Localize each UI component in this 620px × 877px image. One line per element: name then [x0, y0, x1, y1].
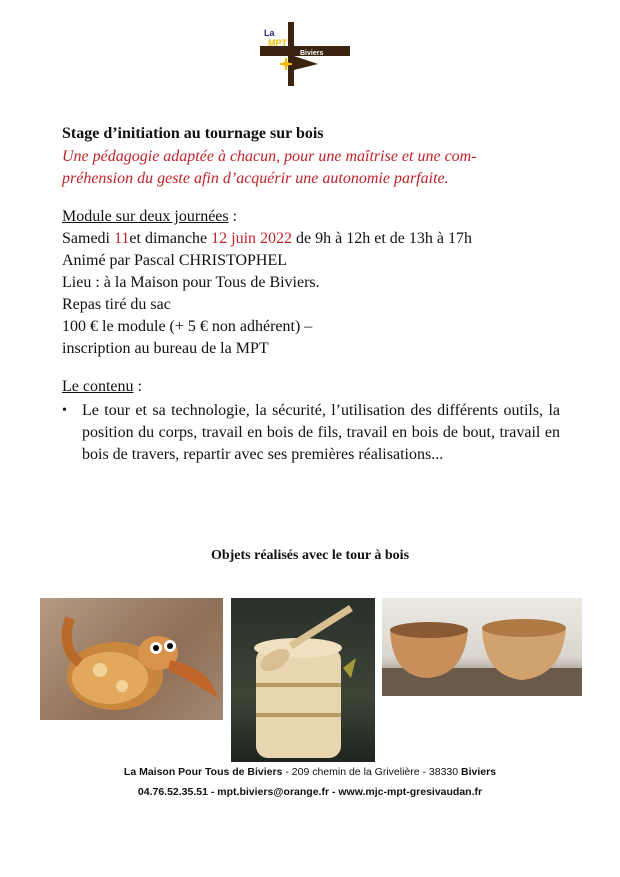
subtitle [62, 146, 562, 190]
footer-contact: 04.76.52.35.51 - mpt.biviers@orange.fr - www.mjc-mpt-gresivaudan.fr [137, 786, 483, 798]
module-dates [62, 228, 562, 250]
list-item: • Le tour et sa technologie, la sécurité, l’utilisation des différents outils, la position du corps, travail en bois de fils, travail en bois de bout, travail en bois de travers, repartir avec ses premières réalisations... [62, 400, 560, 466]
footer-address [0, 766, 620, 778]
logo-mpt-text: MPT [268, 38, 287, 48]
footer-address-text: - 209 chemin de la Grivelière - 38330 [282, 766, 462, 778]
turned-wood-bird-photo [40, 598, 223, 720]
photos-caption: Objets réalisés avec le tour à bois [210, 548, 410, 563]
module-heading-suffix: : [228, 208, 238, 225]
subtitle-line-2: préhension du geste afin d’acquérir une autonomie parfaite. [62, 170, 449, 187]
module-heading-text: Module sur deux journées [62, 208, 229, 225]
honey-pot-and-dipper-photo [231, 598, 375, 762]
module-location: Lieu : à la Maison pour Tous de Biviers. [62, 274, 320, 291]
dates-prefix: Samedi [62, 230, 114, 247]
module-animator: Animé par Pascal CHRISTOPHEL [62, 252, 288, 269]
footer-town: Biviers [461, 766, 497, 778]
date-2: 12 juin 2022 [211, 230, 293, 247]
logo-la-text: La [264, 28, 275, 38]
subtitle-line-1: Une pédagogie adaptée à chacun, pour une maîtrise et une com- [62, 148, 477, 165]
module-section [62, 206, 562, 360]
contenu-heading [62, 378, 562, 396]
module-registration: inscription au bureau de la MPT [62, 340, 269, 357]
module-heading [62, 206, 562, 228]
dates-suffix: de 9h à 12h et de 13h à 17h [292, 230, 472, 247]
contenu-heading-suffix: : [133, 378, 142, 395]
module-price: 100 € le module (+ 5 € non adhérent) – [62, 318, 313, 335]
page-title: Stage d’initiation au tournage sur bois [62, 125, 324, 142]
logo-biviers-text: Biviers [300, 50, 324, 57]
dates-mid: et dimanche [129, 230, 212, 247]
footer-org: La Maison Pour Tous de Biviers [123, 766, 283, 778]
date-1: 11 [114, 230, 130, 247]
contenu-list [62, 400, 560, 466]
module-meal: Repas tiré du sac [62, 296, 171, 313]
wooden-bowls-photo [382, 598, 582, 696]
mpt-logo [258, 20, 354, 90]
contenu-heading-text: Le contenu [62, 378, 134, 395]
